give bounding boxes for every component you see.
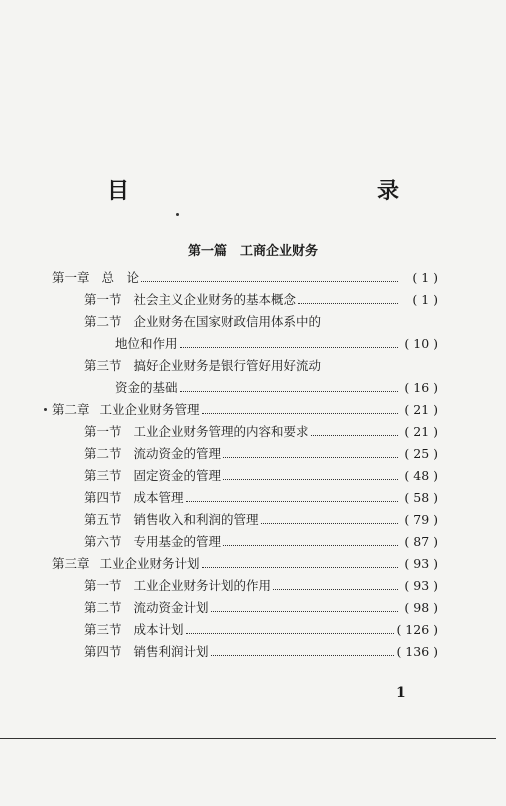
- toc-number: 第三章: [52, 556, 90, 571]
- toc-page: ( 126 ): [396, 622, 438, 637]
- bottom-rule: [0, 738, 496, 739]
- toc-chapter-2: [52, 400, 438, 422]
- toc-section: [84, 466, 438, 488]
- toc-leader: [211, 649, 395, 656]
- toc-leader: [180, 341, 398, 348]
- toc-page: ( 25 ): [404, 446, 438, 461]
- toc-label: 总 论: [101, 270, 140, 285]
- toc-number: 第三节: [84, 622, 122, 637]
- toc-page: ( 16 ): [404, 380, 438, 395]
- toc-page: ( 21 ): [404, 424, 438, 439]
- toc-leader: [202, 407, 398, 414]
- toc-leader: [186, 627, 395, 634]
- toc-page: ( 98 ): [404, 600, 438, 615]
- toc-leader: [180, 385, 398, 392]
- toc-number: 第四节: [84, 644, 122, 659]
- part-heading: 第一篇 工商企业财务: [187, 244, 318, 259]
- toc-section: [84, 488, 438, 510]
- toc-leader: [223, 539, 398, 546]
- toc-number: 第一节: [84, 578, 122, 593]
- toc-section: [84, 642, 438, 664]
- toc-section: [84, 598, 438, 620]
- toc-page: ( 10 ): [404, 336, 438, 351]
- toc-number: 第一节: [84, 424, 122, 439]
- toc-section: [84, 356, 438, 378]
- toc-page: ( 1 ): [412, 292, 438, 307]
- toc-section: [84, 532, 438, 554]
- toc-leader: [223, 473, 398, 480]
- toc-label: 资金的基础: [115, 380, 178, 395]
- toc-number: 第三节: [84, 358, 122, 373]
- toc-number: 第二节: [84, 600, 122, 615]
- toc-label: 专用基金的管理: [133, 534, 222, 549]
- toc-number: 第一章: [52, 270, 90, 285]
- toc-page: ( 93 ): [404, 556, 438, 571]
- toc-chapter-3: [52, 554, 438, 576]
- toc-leader: [311, 429, 398, 436]
- toc-section: [84, 576, 438, 598]
- toc-page: ( 58 ): [404, 490, 438, 505]
- toc-leader: [211, 605, 398, 612]
- toc-page: ( 48 ): [404, 468, 438, 483]
- toc-chapter-1: [52, 268, 438, 290]
- toc-label: 固定资金的管理: [133, 468, 222, 483]
- toc-label: 流动资金计划: [133, 600, 209, 615]
- toc-number: 第六节: [84, 534, 122, 549]
- toc-label: 销售利润计划: [133, 644, 209, 659]
- scan-speck: [44, 408, 47, 411]
- toc-number: 第二节: [84, 314, 122, 329]
- toc-number: 第四节: [84, 490, 122, 505]
- toc-section: [84, 290, 438, 312]
- toc-label: 工业企业财务计划的作用: [133, 578, 272, 593]
- toc-label: 成本管理: [133, 490, 184, 505]
- toc-leader: [141, 275, 398, 282]
- toc-section-continued: [115, 378, 438, 400]
- toc-section: [84, 312, 438, 334]
- toc-section: [84, 620, 438, 642]
- toc-page: ( 87 ): [404, 534, 438, 549]
- toc-page: ( 93 ): [404, 578, 438, 593]
- toc-label: 流动资金的管理: [133, 446, 222, 461]
- toc-section: [84, 444, 438, 466]
- toc-leader: [202, 561, 398, 568]
- toc-label: 搞好企业财务是银行管好用好流动: [133, 358, 322, 373]
- toc-page: ( 79 ): [404, 512, 438, 527]
- toc-label: 工业企业财务管理: [99, 402, 200, 417]
- toc-label: 社会主义企业财务的基本概念: [133, 292, 297, 307]
- toc-section-continued: [115, 334, 438, 356]
- toc-section: [84, 422, 438, 444]
- toc-number: 第三节: [84, 468, 122, 483]
- page-title: 目 录: [106, 178, 467, 204]
- toc-page: ( 21 ): [404, 402, 438, 417]
- page-number: 1: [396, 685, 406, 701]
- toc-label: 企业财务在国家财政信用体系中的: [133, 314, 322, 329]
- toc-page: ( 136 ): [396, 644, 438, 659]
- toc-number: 第一节: [84, 292, 122, 307]
- toc-leader: [298, 297, 398, 304]
- toc-number: 第二章: [52, 402, 90, 417]
- toc-label: 工业企业财务计划: [99, 556, 200, 571]
- toc-leader: [186, 495, 398, 502]
- scan-speck: [176, 213, 179, 216]
- toc-label: 成本计划: [133, 622, 184, 637]
- toc-label: 地位和作用: [115, 336, 178, 351]
- toc-leader: [223, 451, 398, 458]
- toc-number: 第二节: [84, 446, 122, 461]
- toc-leader: [261, 517, 398, 524]
- toc-label: 销售收入和利润的管理: [133, 512, 259, 527]
- toc-number: 第五节: [84, 512, 122, 527]
- toc-label: 工业企业财务管理的内容和要求: [133, 424, 309, 439]
- toc-leader: [273, 583, 398, 590]
- toc-page: ( 1 ): [412, 270, 438, 285]
- toc-section: [84, 510, 438, 532]
